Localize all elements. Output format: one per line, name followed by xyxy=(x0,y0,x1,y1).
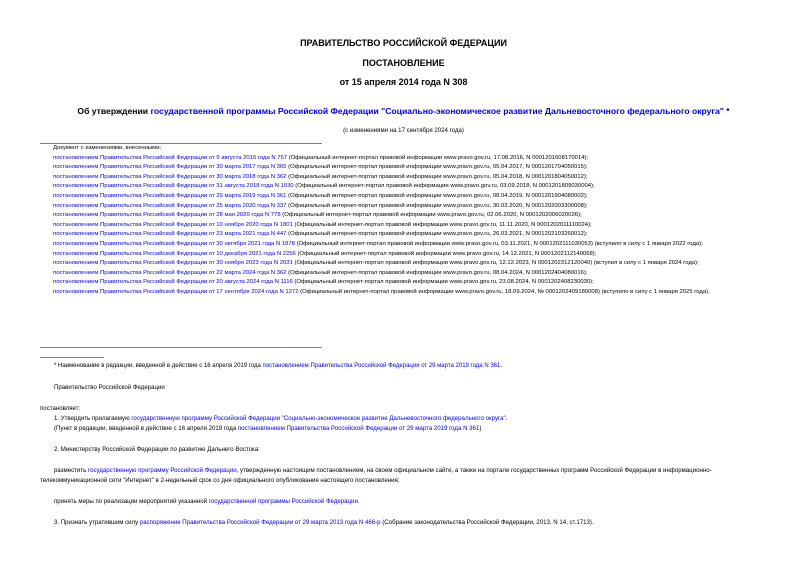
change-item: постановлением Правительства Российской Федерации от 9 августа 2016 года N 757 (Официальный интернет-портал правовой информации www.pravo.gov.ru, 17.08.2016, N 0001201608170014); xyxy=(53,154,589,161)
change-link[interactable]: постановлением Правительства Российской Федерации от 23 марта 2021 года N 447 xyxy=(53,231,287,238)
change-link[interactable]: постановлением Правительства Российской Федерации от 22 марта 2024 года N 362 xyxy=(53,269,287,276)
change-item: постановлением Правительства Российской Федерации от 30 марта 2017 года N 365 (Официальный интернет-портал правовой информации www.pravo.gov.ru, 05.04.2017, N 0001201704050015); xyxy=(53,164,588,171)
change-item: постановлением Правительства Российской Федерации от 10 декабря 2021 года N 2256 (Официальный интернет-портал правовой информации www.pravo.gov.ru, 14.12.2021, N 0001202112140068); xyxy=(53,250,597,257)
change-link[interactable]: постановлением Правительства Российской Федерации от 29 марта 2019 года N 361 xyxy=(53,192,287,199)
change-item: постановлением Правительства Российской Федерации от 25 марта 2020 года N 337 (Официальный интернет-портал правовой информации www.pravo.gov.ru, 30.03.2020, N 0001202003300008); xyxy=(53,202,588,209)
paragraph-1: 1. Утвердить прилагаемую государственную программу Российской Федерации "Социально-экономическое развитие Дальневосточного федерального округа". xyxy=(54,415,508,422)
title-program-link[interactable]: государственной программы Российской Федерации "Социально-экономическое развитие Дальневосточного федерального округа" xyxy=(150,106,724,116)
change-link[interactable]: постановлением Правительства Российской Федерации от 30 марта 2017 года N 365 xyxy=(53,164,287,171)
change-item: постановлением Правительства Российской Федерации от 30 ноября 2023 года N 2031 (Официальный интернет-портал правовой информации www.pravo.gov.ru, 12.12.2023, N 0001202312120040) (вступил в силу с 1 января 2024 года); xyxy=(53,260,699,267)
change-item: постановлением Правительства Российской Федерации от 31 августа 2018 года N 1030 (Официальный интернет-портал правовой информации www.pravo.gov.ru, 03.09.2018, N 0001201809030004); xyxy=(53,183,595,190)
change-item: постановлением Правительства Российской Федерации от 30 октября 2021 года N 1878 (Официальный интернет-портал правовой информации www.pravo.gov.ru, 03.11.2021, N 0001202111030053) (вступило в силу с 1 января 2022 года); xyxy=(53,240,703,247)
bottom-divider xyxy=(40,347,322,348)
decrees-line: постановляет: xyxy=(40,405,81,412)
gov-line: Правительство Российской Федерации xyxy=(54,384,165,391)
paragraph-3: 3. Признать утратившим силу распоряжение Правительства Российской Федерации от 29 марта 2013 года N 466-р (Собрание законодательства Российской Федерации, 2013, N 14, ст.1713). xyxy=(54,519,594,526)
paragraph-2: 2. Министерству Российской Федерации по развитию Дальнего Востока: xyxy=(54,446,260,453)
document-type: ПОСТАНОВЛЕНИЕ xyxy=(362,58,445,68)
change-link[interactable]: постановлением Правительства Российской Федерации от 31 августа 2018 года N 1030 xyxy=(53,183,294,190)
change-item: постановлением Правительства Российской Федерации от 29 марта 2019 года N 361 (Официальный интернет-портал правовой информации www.pravo.gov.ru, 08.04.2019, N 0001201904080002); xyxy=(53,192,588,199)
change-link[interactable]: постановлением Правительства Российской Федерации от 25 марта 2020 года N 337 xyxy=(53,202,287,209)
change-link[interactable]: постановлением Правительства Российской Федерации от 9 августа 2016 года N 757 xyxy=(53,154,288,161)
footnote: * Наименование в редакции, введенной в действие с 16 апреля 2019 года постановлением Правительства Российской Федерации от 29 марта 2019 года N 361. xyxy=(54,363,502,369)
change-item: постановлением Правительства Российской Федерации от 22 марта 2024 года N 362 (Официальный интернет-портал правовой информации www.pravo.gov.ru, 08.04.2024, N 0001202404080016); xyxy=(53,269,588,276)
title-suffix: * xyxy=(723,106,730,116)
change-item: постановлением Правительства Российской Федерации от 30 марта 2018 года N 362 (Официальный интернет-портал правовой информации www.pravo.gov.ru, 05.04.2018, N 0001201804050012); xyxy=(53,173,588,180)
change-link[interactable]: постановлением Правительства Российской Федерации от 30 марта 2018 года N 362 xyxy=(53,173,287,180)
change-link[interactable]: постановлением Правительства Российской Федерации от 30 ноября 2023 года N 2031 xyxy=(53,260,293,267)
change-link[interactable]: постановлением Правительства Российской Федерации от 30 октября 2021 года N 1878 xyxy=(53,240,295,247)
document-date-number: от 15 апреля 2014 года N 308 xyxy=(339,77,468,87)
change-item: постановлением Правительства Российской Федерации от 23 марта 2021 года N 447 (Официальный интернет-портал правовой информации www.pravo.gov.ru, 26.03.2021, N 0001202103260012); xyxy=(53,231,588,238)
change-link[interactable]: постановлением Правительства Российской Федерации от 10 ноября 2020 года N 1801 xyxy=(53,221,293,228)
title-prefix: Об утверждении xyxy=(77,106,151,116)
program-link[interactable]: государственной программы Российской Федерации xyxy=(208,498,358,505)
edition-note: (с изменениями на 17 сентября 2024 года) xyxy=(343,127,464,134)
paragraph-2a: разместить государственную программу Российской Федерации, утвержденную настоящим постановлением, на своем официальном сайте, а также на портале государственных программ Российской Федерации в информационно-телекоммуникационной сети "Интернет" в 2-недельный срок со дня официального опубликования настоящего постановления; xyxy=(40,467,712,484)
decree-link[interactable]: распоряжение Правительства Российской Федерации от 29 марта 2013 года N 466-р xyxy=(139,519,381,526)
footnote-divider xyxy=(40,357,104,358)
change-item: постановлением Правительства Российской Федерации от 10 ноября 2020 года N 1801 (Официальный интернет-портал правовой информации www.pravo.gov.ru, 11.11.2020, N 0001202011110024); xyxy=(53,221,592,228)
change-item: постановлением Правительства Российской Федерации от 17 сентября 2024 года N 1272 (Официальный интернет-портал правовой информации www.pravo.gov.ru, 18.09.2024, № 0001202409180008) (вступило в силу с 1 января 2025 года). xyxy=(53,288,710,295)
change-link[interactable]: постановлением Правительства Российской Федерации от 10 декабря 2021 года N 2256 xyxy=(53,250,296,257)
footnote-link[interactable]: постановлением Правительства Российской Федерации от 29 марта 2019 года N 361 xyxy=(262,363,501,369)
government-heading: ПРАВИТЕЛЬСТВО РОССИЙСКОЙ ФЕДЕРАЦИИ xyxy=(300,38,507,48)
change-item: постановлением Правительства Российской Федерации от 20 августа 2024 года N 1116 (Официальный интернет-портал правовой информации www.pravo.gov.ru, 23.08.2024, N 0001202408230030); xyxy=(53,279,594,286)
change-link[interactable]: постановлением Правительства Российской Федерации от 28 мая 2020 года N 778 xyxy=(53,212,281,219)
program-link[interactable]: государственную программу Российской Федерации xyxy=(87,467,237,474)
changes-intro: Документ с изменениями, внесенными: xyxy=(53,145,162,151)
change-item: постановлением Правительства Российской Федерации от 28 мая 2020 года N 778 (Официальный интернет-портал правовой информации www.pravo.gov.ru, 02.06.2020, N 0001202006020026); xyxy=(53,212,582,219)
changes-list xyxy=(40,144,774,298)
change-link[interactable]: постановлением Правительства Российской Федерации от 17 сентября 2024 года N 1272 xyxy=(53,288,299,295)
change-link[interactable]: постановлением Правительства Российской Федерации от 20 августа 2024 года N 1116 xyxy=(53,279,293,286)
note-link[interactable]: постановлением Правительства Российской Федерации от 29 марта 2019 года N 361 xyxy=(237,425,480,432)
paragraph-2b: принять меры по реализации мероприятий указанной государственной программы Российской Федерации. xyxy=(54,498,360,505)
program-link[interactable]: государственную программу Российской Федерации "Социально-экономическое развитие Дальневосточного федерального округа" xyxy=(131,415,506,422)
document-title xyxy=(0,106,807,116)
paragraph-1-note: (Пункт в редакции, введенной в действие с 16 апреля 2019 года постановлением Правительства Российской Федерации от 29 марта 2019 года N 361) xyxy=(54,425,482,432)
